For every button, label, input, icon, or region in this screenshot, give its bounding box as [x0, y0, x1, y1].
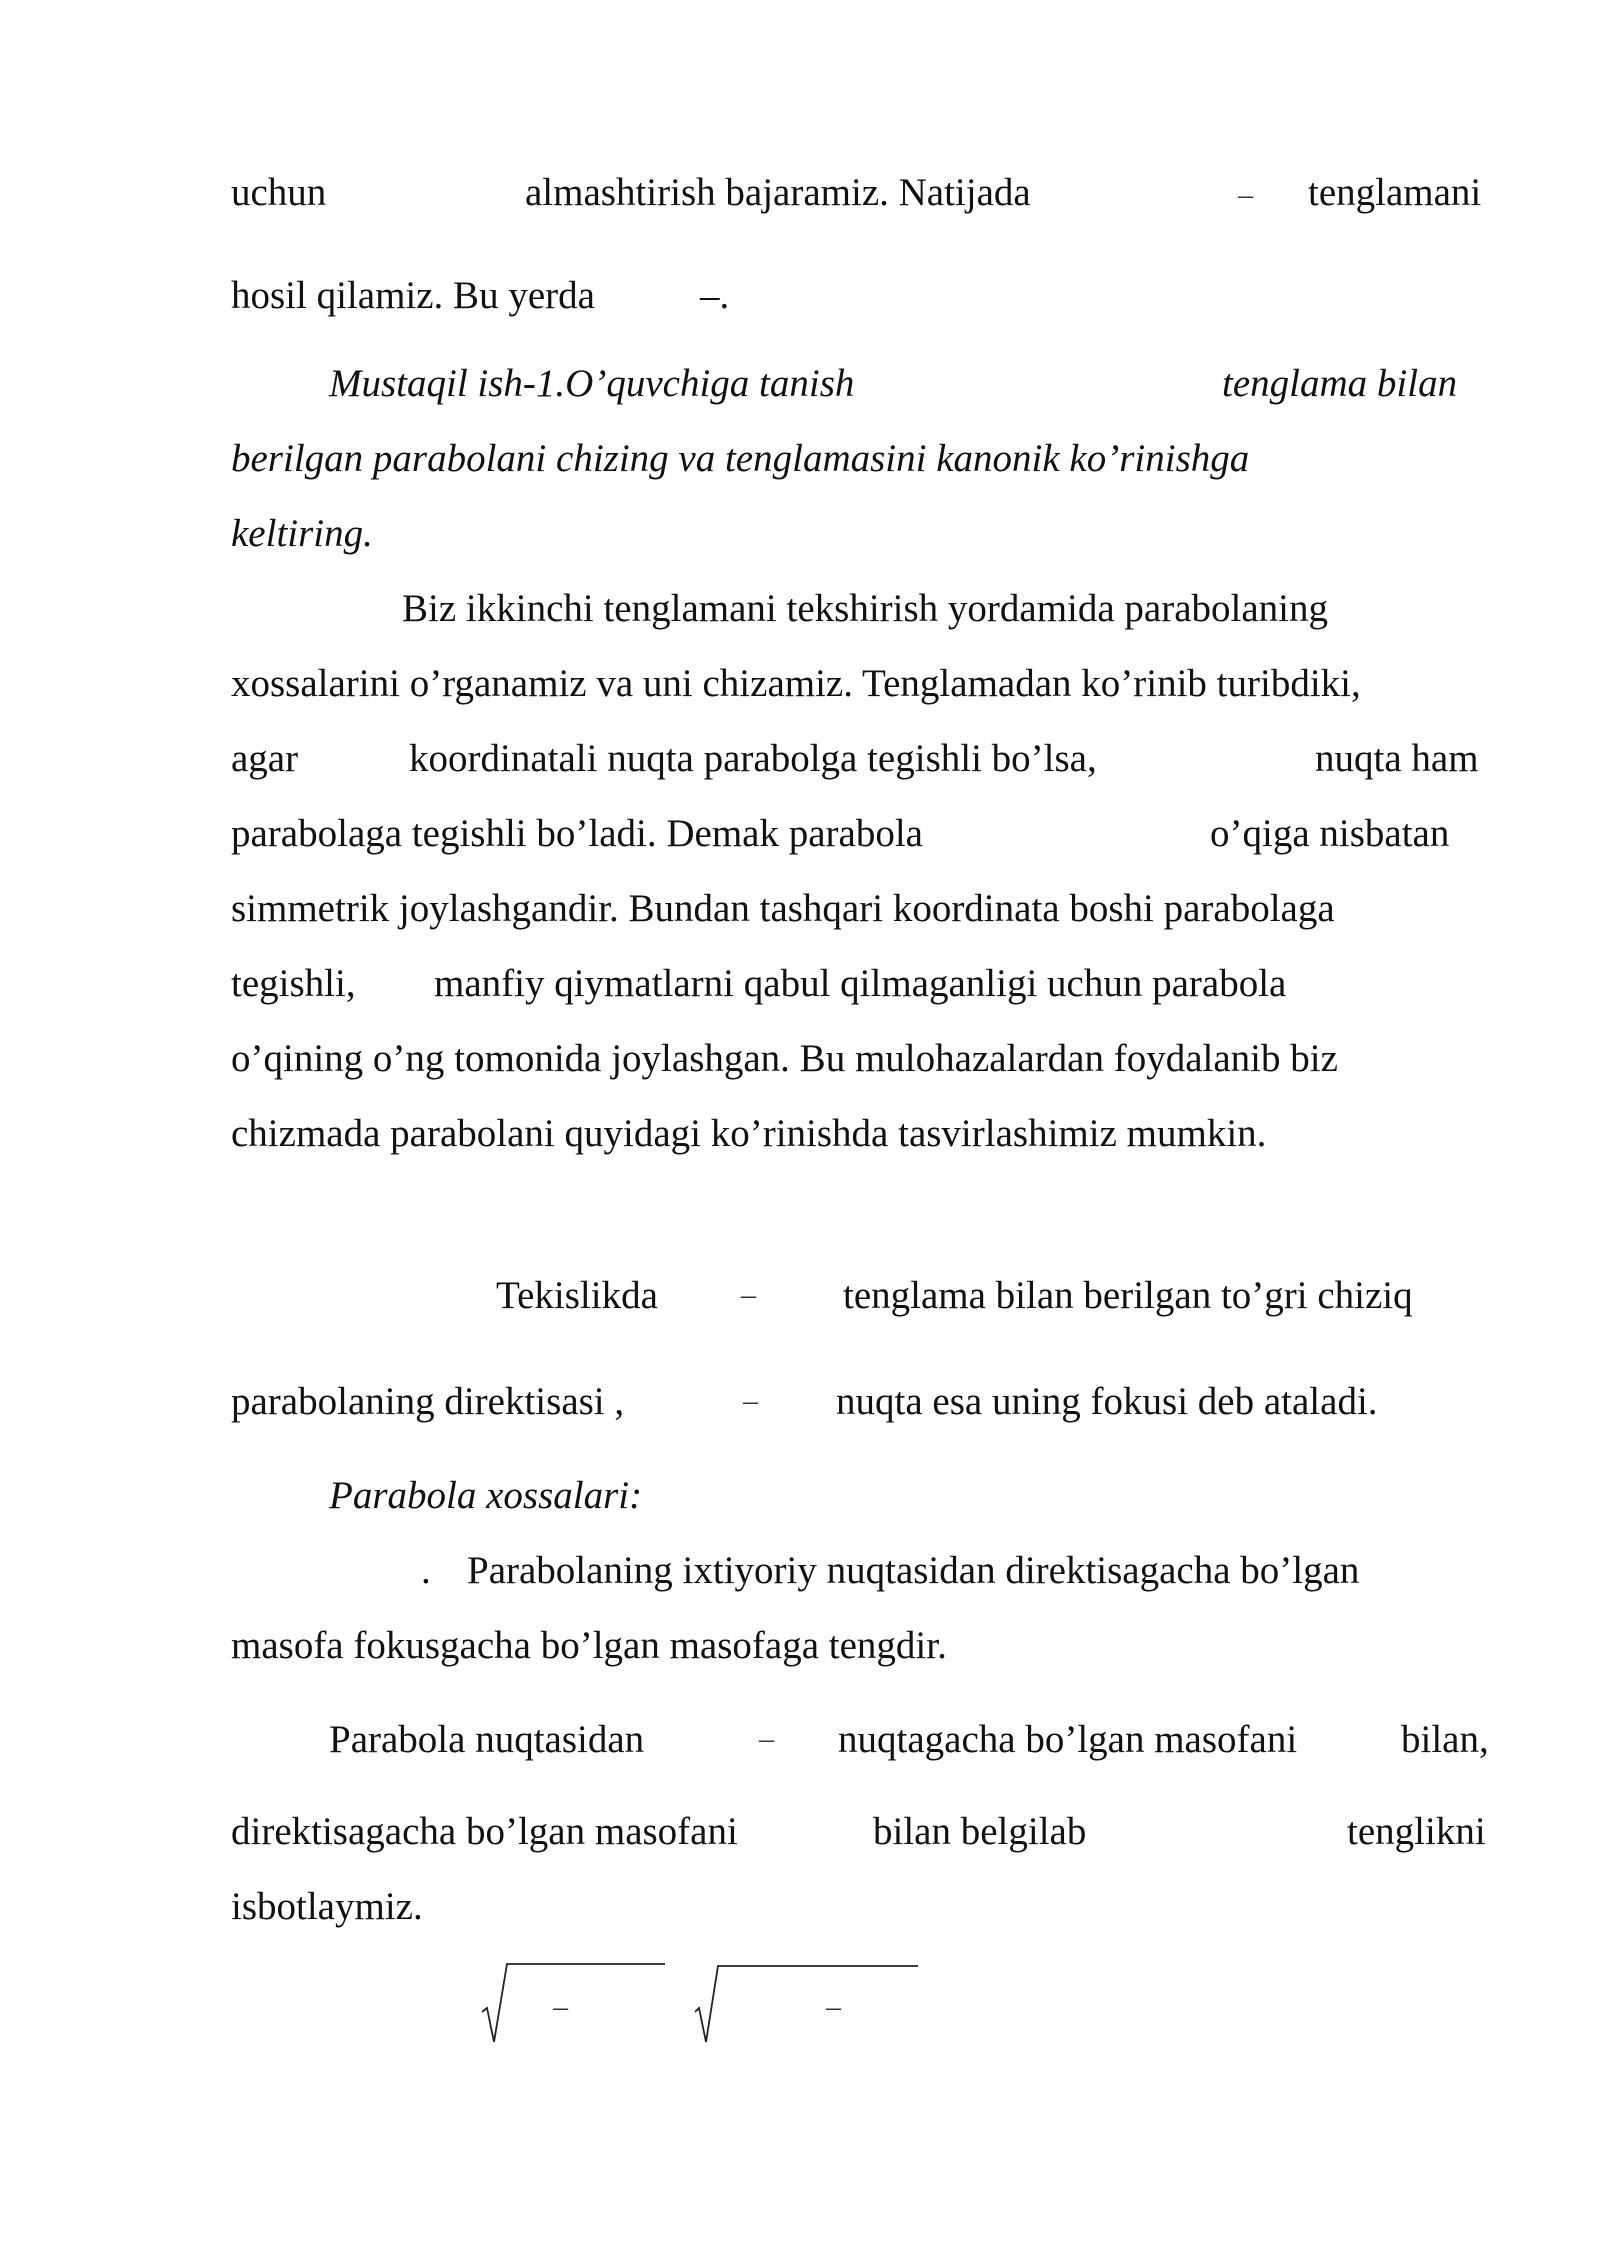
formula-dash: –	[1238, 178, 1253, 211]
text-parabolaga: parabolaga tegishli bo’ladi. Demak parabola	[231, 812, 923, 855]
mustaqil-ish-title: Mustaqil ish-1.O’quvchiga tanish	[329, 362, 855, 405]
text-uchun: uchun	[231, 171, 327, 214]
text-keltiring: keltiring.	[231, 512, 373, 555]
text-oqiga-nisbatan: o’qiga nisbatan	[1210, 812, 1450, 855]
text-biz-ikkinchi: Biz ikkinchi tenglamani tekshirish yordamida parabolaning	[402, 587, 1329, 630]
text-almashtirish: almashtirish bajaramiz. Natijada	[525, 171, 1031, 214]
formula-minus-left: –	[553, 1990, 568, 2023]
text-hosil-qilamiz: hosil qilamiz. Bu yerda	[231, 274, 595, 317]
text-nuqtagacha: nuqtagacha bo’lgan masofani	[838, 1718, 1298, 1761]
text-tenglama-bilan: tenglama bilan	[1222, 362, 1458, 405]
sqrt-sign-left	[482, 1964, 665, 2042]
formula-dash: –	[759, 1722, 774, 1755]
text-bilan: bilan,	[1401, 1718, 1489, 1761]
text-tenglamani: tenglamani	[1308, 171, 1482, 214]
formula-sqrt-expression	[470, 1950, 930, 2050]
sqrt-sign-right	[695, 1966, 918, 2042]
text-nuqta-esa: nuqta esa uning fokusi deb ataladi.	[836, 1380, 1378, 1423]
text-tekislikda: Tekislikda	[496, 1274, 658, 1317]
text-chizmada: chizmada parabolani quyidagi ko’rinishda tasvirlashimiz mumkin.	[231, 1112, 1267, 1155]
formula-dash-period: –.	[700, 274, 730, 317]
text-tenglama-bilan-berilgan: tenglama bilan berilgan to’gri chiziq	[843, 1274, 1413, 1317]
text-parabolaning-ixtiyoriy: Parabolaning ixtiyoriy nuqtasidan direktisagacha bo’lgan	[467, 1549, 1360, 1592]
text-parabola-nuqtasidan: Parabola nuqtasidan	[329, 1718, 645, 1761]
text-simmetrik: simmetrik joylashgandir. Bundan tashqari koordinata boshi parabolaga	[231, 887, 1335, 930]
formula-minus-right: –	[826, 1990, 841, 2023]
formula-dash: –	[743, 1384, 758, 1417]
text-koordinatali: koordinatali nuqta parabolga tegishli bo’lsa,	[409, 737, 1097, 780]
text-tenglikni: tenglikni	[1347, 1810, 1486, 1853]
text-oqining: o’qining o’ng tomonida joylashgan. Bu mulohazalardan foydalanib biz	[231, 1037, 1338, 1080]
text-manfiy: manfiy qiymatlarni qabul qilmaganligi uchun parabola	[434, 962, 1287, 1005]
text-xossalarini: xossalarini o’rganamiz va uni chizamiz. Tenglamadan ko’rinib turibdiki,	[231, 662, 1361, 705]
text-agar: agar	[231, 737, 299, 780]
formula-dash: –	[741, 1278, 756, 1311]
text-isbotlaymiz: isbotlaymiz.	[231, 1885, 423, 1928]
text-berilgan-parabolani: berilgan parabolani chizing va tenglamasini kanonik ko’rinishga	[231, 437, 1250, 480]
text-bilan-belgilab: bilan belgilab	[873, 1810, 1087, 1853]
text-period: .	[421, 1549, 431, 1592]
section-heading-parabola-xossalari: Parabola xossalari:	[329, 1474, 643, 1517]
text-parabolaning-direktisasi: parabolaning direktisasi ,	[231, 1380, 625, 1423]
text-direktisagacha: direktisagacha bo’lgan masofani	[231, 1810, 738, 1853]
text-tegishli: tegishli,	[231, 962, 356, 1005]
text-nuqta-ham: nuqta ham	[1315, 737, 1479, 780]
text-masofa-fokusgacha: masofa fokusgacha bo’lgan masofaga tengdir.	[231, 1624, 947, 1667]
